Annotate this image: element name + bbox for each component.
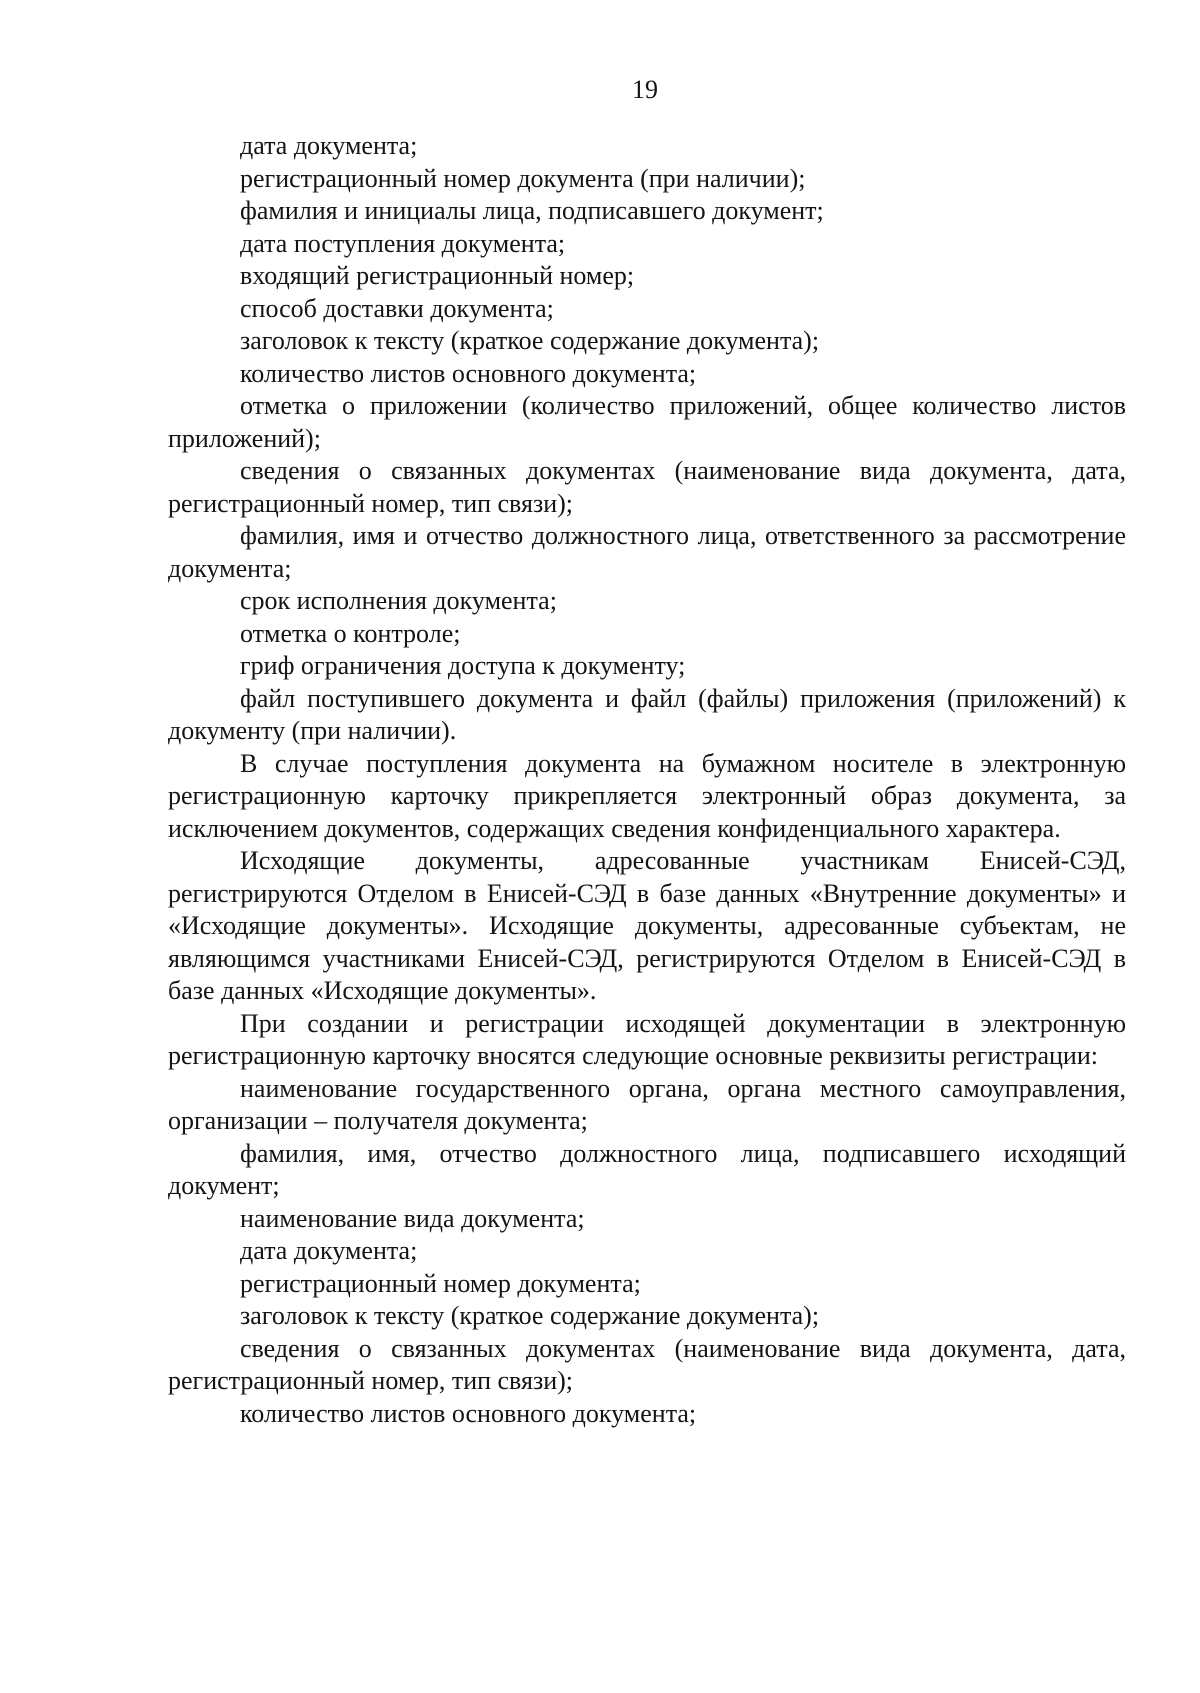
paragraph: отметка о приложении (количество приложений, общее количество листов приложений);	[168, 391, 1126, 453]
paragraph: фамилия и инициалы лица, подписавшего документ;	[240, 196, 824, 225]
paragraph: файл поступившего документа и файл (файлы) приложения (приложений) к документу (при наличии).	[168, 683, 1126, 745]
paragraph: сведения о связанных документах (наименование вида документа, дата, регистрационный номер, тип связи);	[168, 1333, 1126, 1395]
paragraph: отметка о контроле;	[240, 618, 461, 648]
paragraph: сведения о связанных документах (наименование вида документа, дата, регистрационный номер, тип связи);	[168, 456, 1126, 518]
paragraph: количество листов основного документа;	[240, 1398, 697, 1428]
paragraph: заголовок к тексту (краткое содержание документа);	[240, 1301, 820, 1330]
paragraph: входящий регистрационный номер;	[240, 261, 635, 290]
paragraph: дата документа;	[240, 131, 418, 160]
paragraph: При создании и регистрации исходящей документации в электронную регистрационную карточку вносятся следующие основные реквизиты регистрации:	[168, 1008, 1126, 1070]
paragraph: дата поступления документа;	[240, 228, 566, 258]
paragraph: срок исполнения документа;	[240, 586, 557, 615]
paragraph: фамилия, имя и отчество должностного лица, ответственного за рассмотрение документа;	[168, 521, 1126, 583]
paragraph: наименование государственного органа, органа местного самоуправления, организации – получателя документа;	[168, 1073, 1126, 1135]
paragraph: Исходящие документы, адресованные участникам Енисей-СЭД, регистрируются Отделом в Енисей-СЭД в базе данных «Внутренние документы» и «Исходящие документы». Исходящие документы, адресованные субъектам, не являющимся участниками Енисей-СЭД, регистрируются Отделом в Енисей-СЭД в базе данных «Исходящие документы».	[168, 846, 1126, 1005]
document-body	[168, 130, 1126, 1430]
paragraph: фамилия, имя, отчество должностного лица, подписавшего исходящий документ;	[168, 1138, 1126, 1200]
paragraph: регистрационный номер документа (при наличии);	[240, 163, 806, 193]
page-number: 19	[632, 75, 658, 104]
paragraph: гриф ограничения доступа к документу;	[240, 651, 686, 680]
paragraph: наименование вида документа;	[240, 1203, 585, 1233]
paragraph: В случае поступления документа на бумажном носителе в электронную регистрационную карточку прикрепляется электронный образ документа, за исключением документов, содержащих сведения конфиденциального характера.	[168, 748, 1126, 843]
paragraph: способ доставки документа;	[240, 293, 554, 323]
paragraph: регистрационный номер документа;	[240, 1268, 641, 1298]
paragraph: дата документа;	[240, 1236, 418, 1265]
paragraph: количество листов основного документа;	[240, 358, 697, 388]
paragraph: заголовок к тексту (краткое содержание документа);	[240, 326, 820, 355]
